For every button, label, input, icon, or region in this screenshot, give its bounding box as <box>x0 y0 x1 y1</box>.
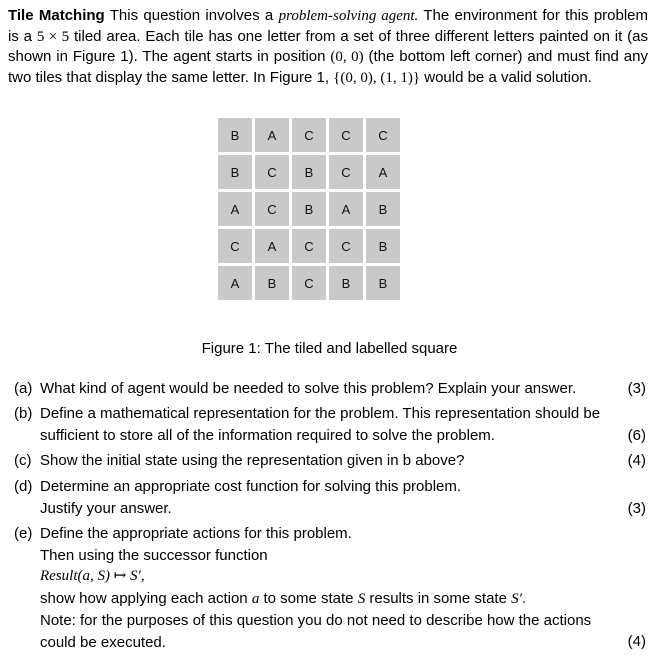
question-d <box>14 476 646 519</box>
question-marks: (4) <box>627 632 646 650</box>
grid-dimension: 5 × 5 <box>36 28 70 45</box>
successor-function: Result(a, S) ↦ S′, <box>40 568 145 584</box>
question-text: What kind of agent would be needed to solve this problem? Explain your answer. <box>40 380 577 397</box>
tile: B <box>292 155 326 189</box>
tile: A <box>366 155 400 189</box>
question-label: (a) <box>14 380 33 397</box>
tile: C <box>292 229 326 263</box>
text-part: show how applying each action <box>40 589 252 607</box>
tile-grid <box>218 118 400 300</box>
question-text-line1: Define the appropriate actions for this problem. <box>40 525 352 542</box>
question-text-line1: Define a mathematical representation for the problem. This representation should be <box>40 405 601 422</box>
start-position: (0, 0) <box>330 49 364 65</box>
tile: C <box>255 192 289 226</box>
tile: A <box>255 118 289 152</box>
intro-text-4: tiled area. Each tile has one letter from a set of three different letters painted on it (as shown in Figure 1). The agent starts in position <box>8 27 648 65</box>
tile: B <box>366 229 400 263</box>
tile: A <box>218 266 252 300</box>
question-c <box>14 450 646 472</box>
intro-emphasis: problem-solving agent. <box>278 8 419 24</box>
tile: A <box>329 192 363 226</box>
question-a <box>14 378 646 400</box>
tile: C <box>292 266 326 300</box>
tile: B <box>255 266 289 300</box>
tile: A <box>255 229 289 263</box>
question-marks: (3) <box>627 380 646 397</box>
tile: C <box>329 155 363 189</box>
question-text-line2: Justify your answer. <box>40 499 172 517</box>
tile: B <box>366 266 400 300</box>
var-a: a <box>251 590 260 607</box>
question-text-line2: sufficient to store all of the information required to solve the problem. <box>40 426 495 444</box>
tile: C <box>329 229 363 263</box>
tile: A <box>218 192 252 226</box>
tile: C <box>329 118 363 152</box>
question-e <box>14 523 646 653</box>
tile: C <box>292 118 326 152</box>
intro-heading: Tile Matching <box>8 7 105 24</box>
tile: B <box>292 192 326 226</box>
tile: B <box>366 192 400 226</box>
tile: C <box>366 118 400 152</box>
question-marks: (4) <box>627 452 646 469</box>
question-label: (d) <box>14 478 33 495</box>
question-text-line1: Determine an appropriate cost function for solving this problem. <box>40 478 462 495</box>
question-label: (b) <box>14 405 33 422</box>
question-text: Show the initial state using the representation given in b above? <box>40 452 465 469</box>
text-part: results in some state <box>365 589 512 607</box>
var-s: S <box>357 590 366 607</box>
question-text-line2: Then using the successor function <box>40 546 268 564</box>
tile: B <box>218 155 252 189</box>
text-part: . <box>521 589 527 607</box>
question-b <box>14 403 646 446</box>
figure-caption: Figure 1: The tiled and labelled square <box>201 340 458 357</box>
tile: C <box>255 155 289 189</box>
example-solution: {(0, 0), (1, 1)} <box>333 69 421 86</box>
question-text-line4 <box>40 588 646 611</box>
var-s-prime: S′ <box>511 590 522 607</box>
question-text-line6: could be executed. <box>40 633 166 651</box>
tile: C <box>218 229 252 263</box>
tile: B <box>218 118 252 152</box>
text-part: to some state <box>259 589 358 607</box>
question-label: (c) <box>14 452 32 469</box>
intro-text-3: The environment for this problem is a <box>8 7 649 45</box>
question-text-line5: Note: for the purposes of this question you do not need to describe how the actions <box>40 612 592 629</box>
question-marks: (6) <box>627 426 646 444</box>
tile: B <box>329 266 363 300</box>
question-label: (e) <box>14 525 33 542</box>
intro-text-6: would be a valid solution. <box>420 68 592 86</box>
question-marks: (3) <box>627 499 646 517</box>
intro-text-5: (the bottom left corner) and must find any two tiles that display the same letter. In Figure 1, <box>8 48 648 86</box>
intro-paragraph <box>8 6 648 88</box>
intro-text-1: This question involves a <box>104 7 279 24</box>
